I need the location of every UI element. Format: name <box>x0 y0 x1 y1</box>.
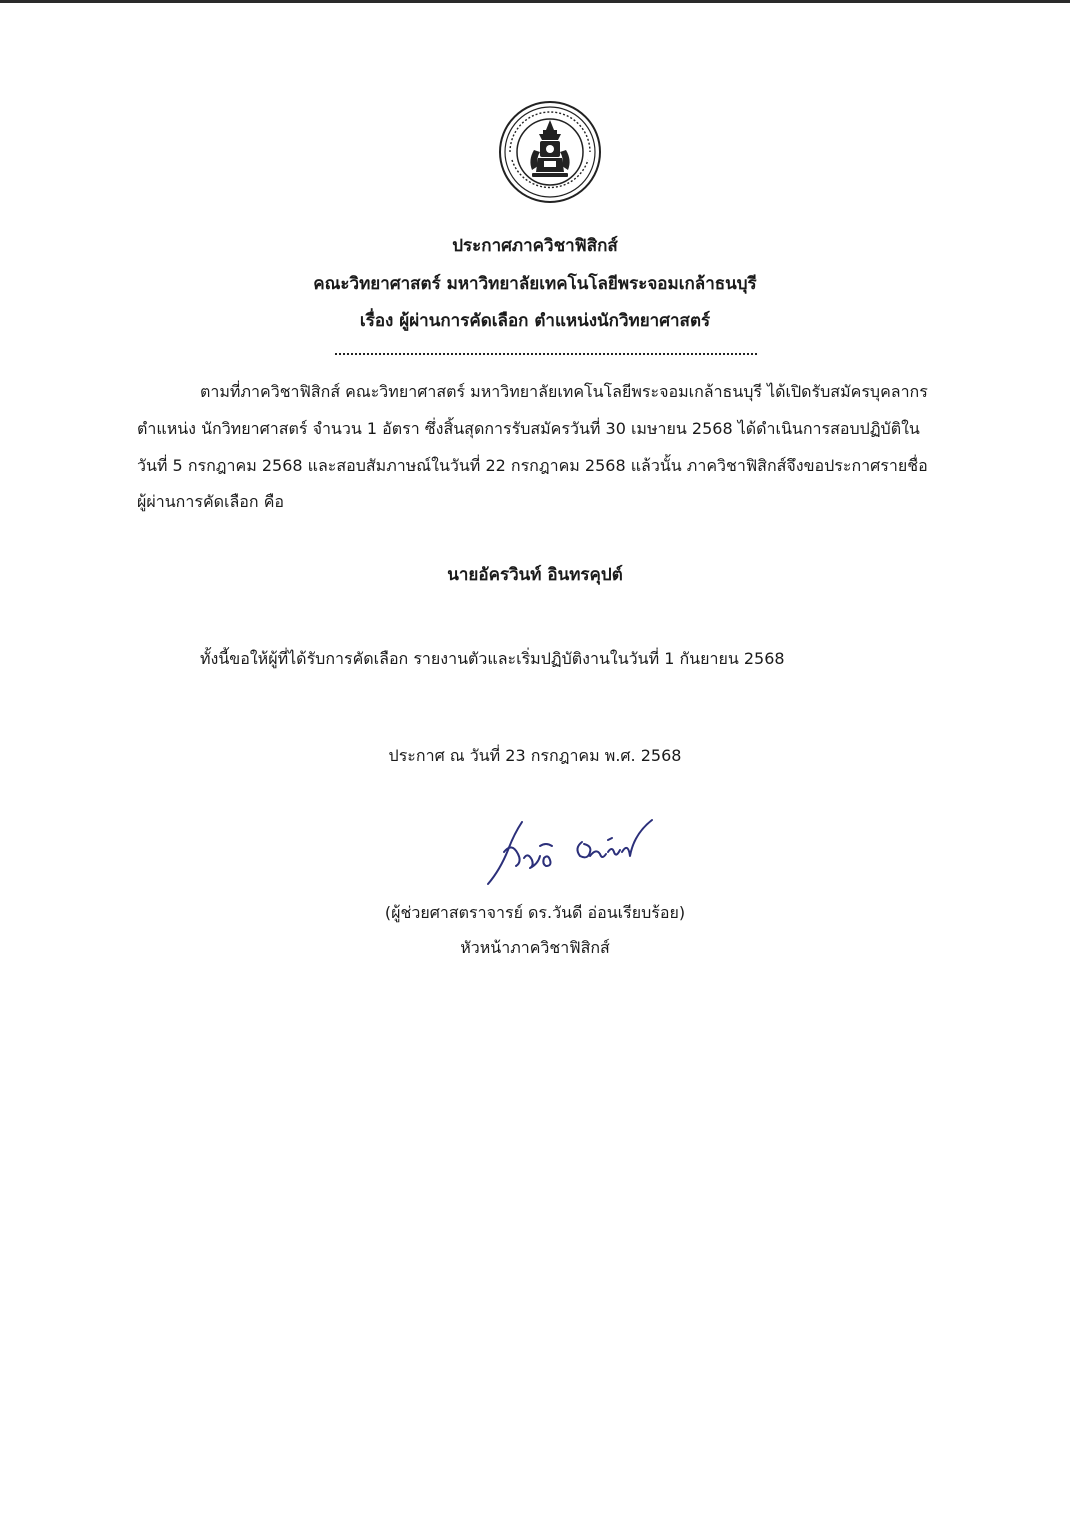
announcement-title: ประกาศภาควิชาฟิสิกส์ <box>452 236 618 256</box>
paragraph-line-2: ตำแหน่ง นักวิทยาศาสตร์ จำนวน 1 อัตรา ซึ่งสิ้นสุดการรับสมัครวันที่ 30 เมษายน 2568 ได้ดำเนินการสอบปฏิบัติใน <box>137 419 920 438</box>
header-divider <box>335 353 757 355</box>
paragraph-line-3: วันที่ 5 กรกฎาคม 2568 และสอบสัมภาษณ์ในวันที่ 22 กรกฎาคม 2568 แล้วนั้น ภาควิชาฟิสิกส์จึงขอประกาศรายชื่อ <box>137 456 928 475</box>
handwritten-signature <box>478 812 678 892</box>
faculty-university-line: คณะวิทยาศาสตร์ มหาวิทยาลัยเทคโนโลยีพระจอมเกล้าธนบุรี <box>313 274 757 294</box>
university-seal-icon <box>498 100 602 204</box>
selected-candidate-name: นายอัครวินท์ อินทรคุปต์ <box>447 565 623 585</box>
paragraph-line-1: ตามที่ภาควิชาฟิสิกส์ คณะวิทยาศาสตร์ มหาวิทยาลัยเทคโนโลยีพระจอมเกล้าธนบุรี ได้เปิดรับสมัครบุคลากร <box>200 382 928 401</box>
announcement-date: ประกาศ ณ วันที่ 23 กรกฎาคม พ.ศ. 2568 <box>388 746 682 765</box>
page-top-border <box>0 0 1070 3</box>
announcement-subject: เรื่อง ผู้ผ่านการคัดเลือก ตำแหน่งนักวิทยาศาสตร์ <box>359 311 711 331</box>
signatory-position: หัวหน้าภาควิชาฟิสิกส์ <box>460 938 610 957</box>
signatory-name: (ผู้ช่วยศาสตราจารย์ ดร.วันดี อ่อนเรียบร้อย) <box>384 903 686 922</box>
reporting-instruction: ทั้งนี้ขอให้ผู้ที่ได้รับการคัดเลือก รายงานตัวและเริ่มปฏิบัติงานในวันที่ 1 กันยายน 2568 <box>200 649 785 668</box>
paragraph-line-4: ผู้ผ่านการคัดเลือก คือ <box>137 492 284 511</box>
